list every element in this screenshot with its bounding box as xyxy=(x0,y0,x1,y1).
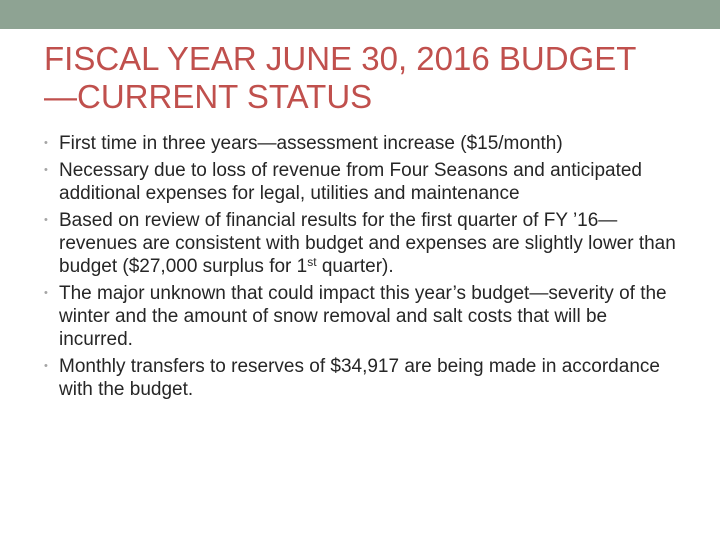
top-accent-bar xyxy=(0,0,720,29)
bullet-text-after: quarter). xyxy=(316,256,394,277)
bullet-dot-icon: • xyxy=(44,287,48,299)
bullet-item-major-unknown xyxy=(44,282,684,351)
bullet-text: The major unknown that could impact this year’s budget—severity of the winter and the amount of snow removal and salt costs that will be incurred. xyxy=(59,283,667,350)
bullet-dot-icon: • xyxy=(44,164,48,176)
bullet-list xyxy=(44,132,684,405)
bullet-dot-icon: • xyxy=(44,214,48,226)
bullet-item-first-quarter-review xyxy=(44,209,684,278)
slide-title-line-1: FISCAL YEAR JUNE 30, 2016 BUDGET xyxy=(44,40,637,77)
bullet-text-before: Based on review of financial results for the first quarter of FY ’16—revenues are consistent with budget and expenses are slightly lower than budget ($27,000 surplus for 1 xyxy=(59,210,676,277)
bullet-text: Monthly transfers to reserves of $34,917 are being made in accordance with the budget. xyxy=(59,356,660,400)
slide-title-line-2: —CURRENT STATUS xyxy=(44,78,373,115)
bullet-dot-icon: • xyxy=(44,360,48,372)
bullet-text: Necessary due to loss of revenue from Four Seasons and anticipated additional expenses for legal, utilities and maintenance xyxy=(59,160,642,204)
ordinal-superscript: st xyxy=(307,255,317,269)
bullet-item-revenue-loss xyxy=(44,159,684,205)
bullet-text: First time in three years—assessment increase ($15/month) xyxy=(59,133,563,154)
bullet-dot-icon: • xyxy=(44,137,48,149)
bullet-item-reserve-transfers xyxy=(44,355,684,401)
slide-title xyxy=(44,40,694,116)
bullet-item-assessment-increase xyxy=(44,132,684,155)
